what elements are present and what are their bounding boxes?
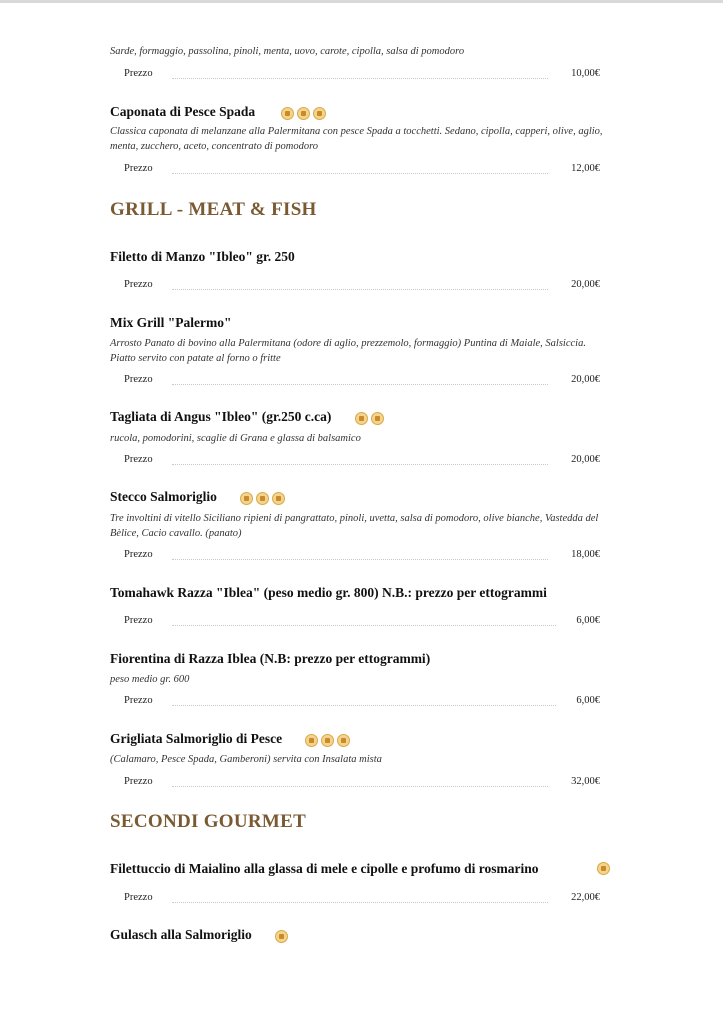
tagliata-title-text: Tagliata di Angus "Ibleo" (gr.250 c.ca)	[110, 409, 332, 424]
celery-icon	[371, 412, 384, 425]
caponata-description: Classica caponata di melanzane alla Palermitana con pesce Spada a tocchetti. Sedano, cipolla, capperi, olive, aglio, menta, zucchero, aceto, concentrato di pomodoro	[110, 126, 603, 152]
filetto-title: Filetto di Manzo "Ibleo" gr. 250	[110, 249, 295, 264]
grigliata-title-text: Grigliata Salmoriglio di Pesce	[110, 731, 283, 746]
allergen-icons	[275, 928, 291, 944]
celery-icon	[275, 930, 288, 943]
fiorentina-title: Fiorentina di Razza Iblea (N.B: prezzo per ettogrammi)	[110, 651, 431, 666]
price-label: Prezzo	[124, 549, 153, 560]
celery-icon	[321, 734, 334, 747]
stecco-price-row	[124, 549, 600, 563]
allergen-icons	[281, 105, 329, 121]
fiorentina-description: peso medio gr. 600	[110, 674, 190, 685]
caponata-title	[110, 104, 610, 121]
leader-dots	[172, 902, 548, 903]
sarde-description: Sarde, formaggio, passolina, pinoli, menta, uovo, carote, cipolla, salsa di pomodoro	[110, 46, 465, 57]
price-amount: 32,00€	[571, 776, 600, 787]
price-amount: 12,00€	[571, 163, 600, 174]
celery-icon	[313, 107, 326, 120]
grigliata-price-row	[124, 776, 600, 790]
price-label: Prezzo	[124, 68, 153, 79]
gulasch-title-text: Gulasch alla Salmoriglio	[110, 927, 252, 942]
price-amount: 10,00€	[571, 68, 600, 79]
price-label: Prezzo	[124, 163, 153, 174]
tomahawk-title: Tomahawk Razza "Iblea" (peso medio gr. 800) N.B.: prezzo per ettogrammi	[110, 585, 547, 600]
price-amount: 20,00€	[571, 279, 600, 290]
price-label: Prezzo	[124, 615, 153, 626]
price-amount: 20,00€	[571, 454, 600, 465]
mixgrill-description: Arrosto Panato di bovino alla Palermitana (odore di aglio, prezzemolo, formaggio) Puntina di Maiale, Salsiccia. Piatto servito con patate al forno o fritte	[110, 338, 586, 364]
price-label: Prezzo	[124, 695, 153, 706]
leader-dots	[172, 786, 548, 787]
caponata-price-row	[124, 163, 600, 177]
stecco-description: Tre involtini di vitello Siciliano ripieni di pangrattato, pinoli, uvetta, salsa di pomodoro, olive bianche, Vastedda del Bèlice, Cacio cavallo. (panato)	[110, 513, 599, 539]
stecco-title	[110, 489, 610, 506]
mixgrill-title: Mix Grill "Palermo"	[110, 315, 232, 330]
price-label: Prezzo	[124, 374, 153, 385]
top-divider	[0, 0, 723, 3]
price-amount: 20,00€	[571, 374, 600, 385]
grigliata-title	[110, 731, 610, 748]
price-amount: 22,00€	[571, 892, 600, 903]
leader-dots	[172, 289, 548, 290]
fish-icon	[281, 107, 294, 120]
tagliata-description: rucola, pomodorini, scaglie di Grana e glassa di balsamico	[110, 433, 361, 444]
leader-dots	[172, 464, 548, 465]
section-heading-gourmet: SECONDI GOURMET	[110, 811, 307, 832]
egg-icon	[256, 492, 269, 505]
price-label: Prezzo	[124, 279, 153, 290]
filettuccio-title: Filettuccio di Maialino alla glassa di mele e cipolle e profumo di rosmarino	[110, 861, 539, 876]
leader-dots	[172, 625, 556, 626]
grigliata-description: (Calamaro, Pesce Spada, Gamberoni) servita con Insalata mista	[110, 754, 382, 765]
section-heading-grill: GRILL - MEAT & FISH	[110, 199, 317, 220]
price-label: Prezzo	[124, 892, 153, 903]
allergen-icons	[355, 410, 387, 426]
price-amount: 18,00€	[571, 549, 600, 560]
celery-icon	[272, 492, 285, 505]
leader-dots	[172, 78, 548, 79]
price-amount: 6,00€	[576, 695, 600, 706]
allergen-icons	[305, 732, 353, 748]
crustacean-icon	[337, 734, 350, 747]
tomahawk-price-row	[124, 615, 600, 629]
price-label: Prezzo	[124, 776, 153, 787]
fiorentina-price-row	[124, 695, 600, 709]
caponata-title-text: Caponata di Pesce Spada	[110, 104, 256, 119]
filettuccio-price-row	[124, 892, 600, 906]
tagliata-title	[110, 409, 610, 426]
milk-icon	[597, 862, 610, 875]
leader-dots	[172, 173, 548, 174]
fish-icon	[305, 734, 318, 747]
price-label: Prezzo	[124, 454, 153, 465]
leader-dots	[172, 384, 548, 385]
filetto-price-row	[124, 279, 600, 293]
allergen-icons	[240, 490, 288, 506]
sarde-price-row	[124, 68, 600, 82]
tagliata-price-row	[124, 454, 600, 468]
gluten-icon	[297, 107, 310, 120]
gulasch-title	[110, 927, 610, 944]
milk-icon	[355, 412, 368, 425]
mixgrill-price-row	[124, 374, 600, 388]
milk-icon	[240, 492, 253, 505]
leader-dots	[172, 559, 548, 560]
leader-dots	[172, 705, 556, 706]
stecco-title-text: Stecco Salmoriglio	[110, 489, 217, 504]
price-amount: 6,00€	[576, 615, 600, 626]
